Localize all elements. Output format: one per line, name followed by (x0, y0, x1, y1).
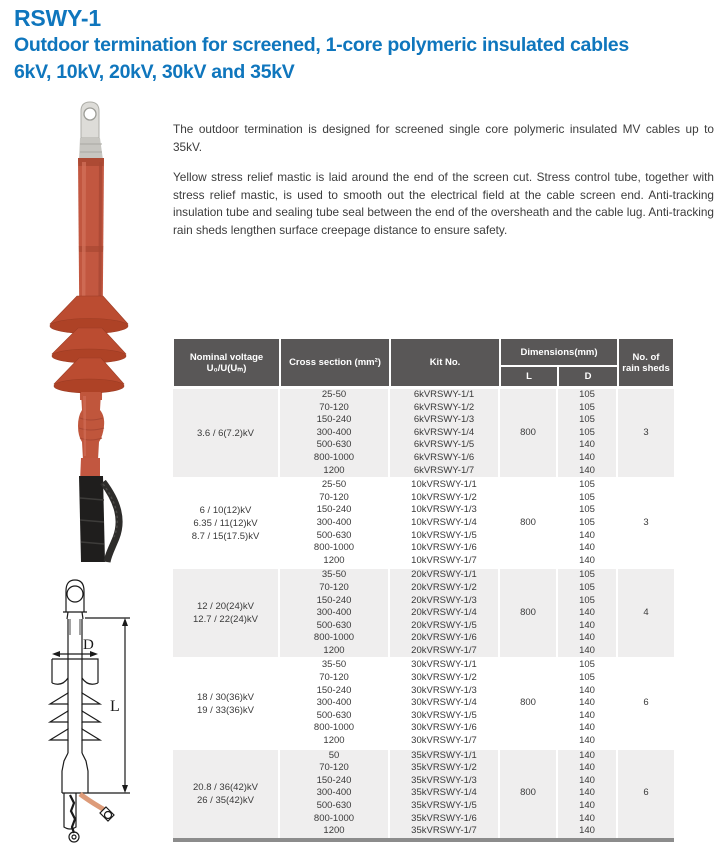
header-rain-sheds-line2: rain sheds (622, 362, 670, 374)
dim-d-cell: 140 (558, 813, 618, 826)
dim-d-cell: 140 (558, 530, 618, 543)
header-nominal-voltage-line2: U₀/U(Uₘ) (206, 362, 247, 374)
dim-d-cell: 140 (558, 825, 618, 838)
kit-no-cell: 10kVRSWY-1/2 (390, 492, 500, 505)
header-rain-sheds (618, 338, 674, 387)
dim-d-cell: 105 (558, 414, 618, 427)
cross-section-cell: 1200 (280, 465, 390, 478)
dim-d-cell: 140 (558, 787, 618, 800)
kit-no-cell: 35kVRSWY-1/4 (390, 787, 500, 800)
kit-no-cell: 6kVRSWY-1/5 (390, 439, 500, 452)
rain-sheds-cell: 6 (618, 748, 674, 838)
dim-d-cell: 105 (558, 427, 618, 440)
rain-sheds-cell: 4 (618, 567, 674, 657)
kit-no-cell: 30kVRSWY-1/3 (390, 685, 500, 698)
description-paragraph-2: Yellow stress relief mastic is laid around the end of the screen cut. Stress control tube, together with stress relief mastic, is used to smooth out the electrical field at the cable screen end. Anti-tracking insulation tube and sealing tube seal between the end of the oversheath and the cable lug. Anti-tracking rain sheds lengthen surface creepage distance to ensure safety. (173, 170, 714, 237)
voltage-cell: 3.6 / 6(7.2)kV (173, 387, 280, 477)
dim-d-cell: 105 (558, 387, 618, 402)
voltage-cell: 20.8 / 36(42)kV 26 / 35(42)kV (173, 748, 280, 838)
subtitle-line-1: Outdoor termination for screened, 1-core polymeric insulated cables (14, 34, 629, 56)
cross-section-cell: 500-630 (280, 530, 390, 543)
kit-no-cell: 30kVRSWY-1/2 (390, 672, 500, 685)
cross-section-cell: 1200 (280, 825, 390, 838)
cross-section-cell: 800-1000 (280, 452, 390, 465)
cross-section-cell: 70-120 (280, 672, 390, 685)
cross-section-cell: 35-50 (280, 567, 390, 582)
dim-d-cell: 105 (558, 582, 618, 595)
cross-section-cell: 300-400 (280, 787, 390, 800)
rain-sheds (50, 296, 128, 393)
spec-table-body (173, 387, 674, 838)
cross-section-cell: 800-1000 (280, 813, 390, 826)
dim-l-cell: 800 (500, 387, 558, 477)
header-rain-sheds-line1: No. of (632, 351, 660, 363)
cross-section-cell: 1200 (280, 645, 390, 658)
voltage-cell: 18 / 30(36)kV 19 / 33(36)kV (173, 657, 280, 747)
cross-section-cell: 150-240 (280, 414, 390, 427)
kit-no-cell: 10kVRSWY-1/4 (390, 517, 500, 530)
rain-sheds-cell: 3 (618, 477, 674, 567)
dim-d-cell: 140 (558, 748, 618, 763)
cross-section-cell: 1200 (280, 735, 390, 748)
dim-d-cell: 140 (558, 607, 618, 620)
header-dim-l: L (500, 366, 558, 387)
cross-section-cell: 70-120 (280, 492, 390, 505)
dim-d-cell: 140 (558, 710, 618, 723)
cross-section-cell: 150-240 (280, 775, 390, 788)
dim-l-cell: 800 (500, 567, 558, 657)
kit-no-cell: 6kVRSWY-1/3 (390, 414, 500, 427)
voltage-cell: 12 / 20(24)kV 12.7 / 22(24)kV (173, 567, 280, 657)
dim-d-cell: 105 (558, 595, 618, 608)
cross-section-cell: 150-240 (280, 504, 390, 517)
dim-d-cell: 105 (558, 517, 618, 530)
kit-no-cell: 10kVRSWY-1/3 (390, 504, 500, 517)
dim-l-cell: 800 (500, 748, 558, 838)
product-photo-image (20, 100, 165, 565)
kit-no-cell: 6kVRSWY-1/2 (390, 402, 500, 415)
dim-d-cell: 140 (558, 452, 618, 465)
outline-drawing-image (30, 575, 170, 850)
dim-d-cell: 140 (558, 697, 618, 710)
dim-d-cell: 140 (558, 685, 618, 698)
dim-d-cell: 105 (558, 672, 618, 685)
cross-section-cell: 800-1000 (280, 632, 390, 645)
cross-section-cell: 500-630 (280, 439, 390, 452)
dim-d-cell: 140 (558, 735, 618, 748)
dim-d-cell: 105 (558, 402, 618, 415)
cross-section-cell: 300-400 (280, 697, 390, 710)
dim-d-cell: 140 (558, 439, 618, 452)
cross-section-cell: 500-630 (280, 710, 390, 723)
dim-d-cell: 105 (558, 492, 618, 505)
kit-no-cell: 35kVRSWY-1/6 (390, 813, 500, 826)
cross-section-cell: 300-400 (280, 607, 390, 620)
dim-d-cell: 140 (558, 542, 618, 555)
kit-no-cell: 35kVRSWY-1/7 (390, 825, 500, 838)
kit-no-cell: 6kVRSWY-1/7 (390, 465, 500, 478)
dimension-label-l: L (110, 698, 120, 715)
cross-section-cell: 25-50 (280, 477, 390, 492)
kit-no-cell: 10kVRSWY-1/5 (390, 530, 500, 543)
stress-control-tube (78, 392, 104, 460)
dim-d-cell: 105 (558, 504, 618, 517)
kit-no-cell: 20kVRSWY-1/3 (390, 595, 500, 608)
kit-no-cell: 20kVRSWY-1/2 (390, 582, 500, 595)
dimension-label-d: D (83, 637, 94, 653)
dim-d-cell: 140 (558, 645, 618, 658)
kit-no-cell: 10kVRSWY-1/1 (390, 477, 500, 492)
dim-d-cell: 140 (558, 762, 618, 775)
cross-section-cell: 300-400 (280, 517, 390, 530)
cross-section-cell: 150-240 (280, 595, 390, 608)
dim-d-cell: 105 (558, 657, 618, 672)
kit-no-cell: 35kVRSWY-1/3 (390, 775, 500, 788)
dim-d-cell: 140 (558, 722, 618, 735)
product-photo (20, 100, 165, 565)
kit-no-cell: 10kVRSWY-1/6 (390, 542, 500, 555)
kit-no-cell: 6kVRSWY-1/1 (390, 387, 500, 402)
dim-d-cell: 140 (558, 555, 618, 568)
header-cross-section: Cross section (mm²) (280, 338, 390, 387)
dim-d-cell: 140 (558, 465, 618, 478)
header-kit-no: Kit No. (390, 338, 500, 387)
kit-no-cell: 20kVRSWY-1/6 (390, 632, 500, 645)
kit-no-cell: 30kVRSWY-1/4 (390, 697, 500, 710)
cable-lug (79, 102, 103, 160)
dim-d-cell: 140 (558, 620, 618, 633)
kit-no-cell: 20kVRSWY-1/7 (390, 645, 500, 658)
cross-section-cell: 500-630 (280, 620, 390, 633)
kit-no-cell: 30kVRSWY-1/6 (390, 722, 500, 735)
spec-table (173, 338, 674, 842)
kit-no-cell: 20kVRSWY-1/5 (390, 620, 500, 633)
dim-d-cell: 105 (558, 477, 618, 492)
description (173, 121, 714, 253)
cross-section-cell: 70-120 (280, 762, 390, 775)
dim-d-cell: 140 (558, 775, 618, 788)
cross-section-cell: 25-50 (280, 387, 390, 402)
title-block (14, 4, 714, 86)
header-dim-d: D (558, 366, 618, 387)
header-nominal-voltage (173, 338, 280, 387)
kit-no-cell: 35kVRSWY-1/5 (390, 800, 500, 813)
voltage-cell: 6 / 10(12)kV 6.35 / 11(12)kV 8.7 / 15(17.5)kV (173, 477, 280, 567)
cross-section-cell: 800-1000 (280, 722, 390, 735)
kit-no-cell: 6kVRSWY-1/4 (390, 427, 500, 440)
cross-section-cell: 500-630 (280, 800, 390, 813)
dim-l-cell: 800 (500, 657, 558, 747)
header-nominal-voltage-line1: Nominal voltage (189, 351, 264, 363)
cross-section-cell: 300-400 (280, 427, 390, 440)
cross-section-cell: 150-240 (280, 685, 390, 698)
dim-d-cell: 140 (558, 800, 618, 813)
kit-no-cell: 20kVRSWY-1/4 (390, 607, 500, 620)
cross-section-cell: 70-120 (280, 402, 390, 415)
dim-d-cell: 105 (558, 567, 618, 582)
cross-section-cell: 1200 (280, 555, 390, 568)
cross-section-cell: 70-120 (280, 582, 390, 595)
dim-d-cell: 140 (558, 632, 618, 645)
dim-l-cell: 800 (500, 477, 558, 567)
kit-no-cell: 35kVRSWY-1/2 (390, 762, 500, 775)
page-title: RSWY-1 (14, 5, 101, 31)
description-paragraph-1: The outdoor termination is designed for screened single core polymeric insulated MV cables up to 35kV. (173, 122, 714, 154)
kit-no-cell: 6kVRSWY-1/6 (390, 452, 500, 465)
kit-no-cell: 30kVRSWY-1/7 (390, 735, 500, 748)
cross-section-cell: 50 (280, 748, 390, 763)
kit-no-cell: 30kVRSWY-1/1 (390, 657, 500, 672)
kit-no-cell: 35kVRSWY-1/1 (390, 748, 500, 763)
header-dimensions: Dimensions(mm) (500, 338, 618, 366)
cross-section-cell: 35-50 (280, 657, 390, 672)
cross-section-cell: 800-1000 (280, 542, 390, 555)
outline-drawing (30, 575, 170, 850)
rain-sheds-cell: 6 (618, 657, 674, 747)
subtitle-line-2: 6kV, 10kV, 20kV, 30kV and 35kV (14, 61, 295, 83)
kit-no-cell: 30kVRSWY-1/5 (390, 710, 500, 723)
rain-sheds-cell: 3 (618, 387, 674, 477)
cable-end (79, 476, 119, 562)
kit-no-cell: 10kVRSWY-1/7 (390, 555, 500, 568)
spec-table-header (173, 338, 674, 387)
kit-no-cell: 20kVRSWY-1/1 (390, 567, 500, 582)
